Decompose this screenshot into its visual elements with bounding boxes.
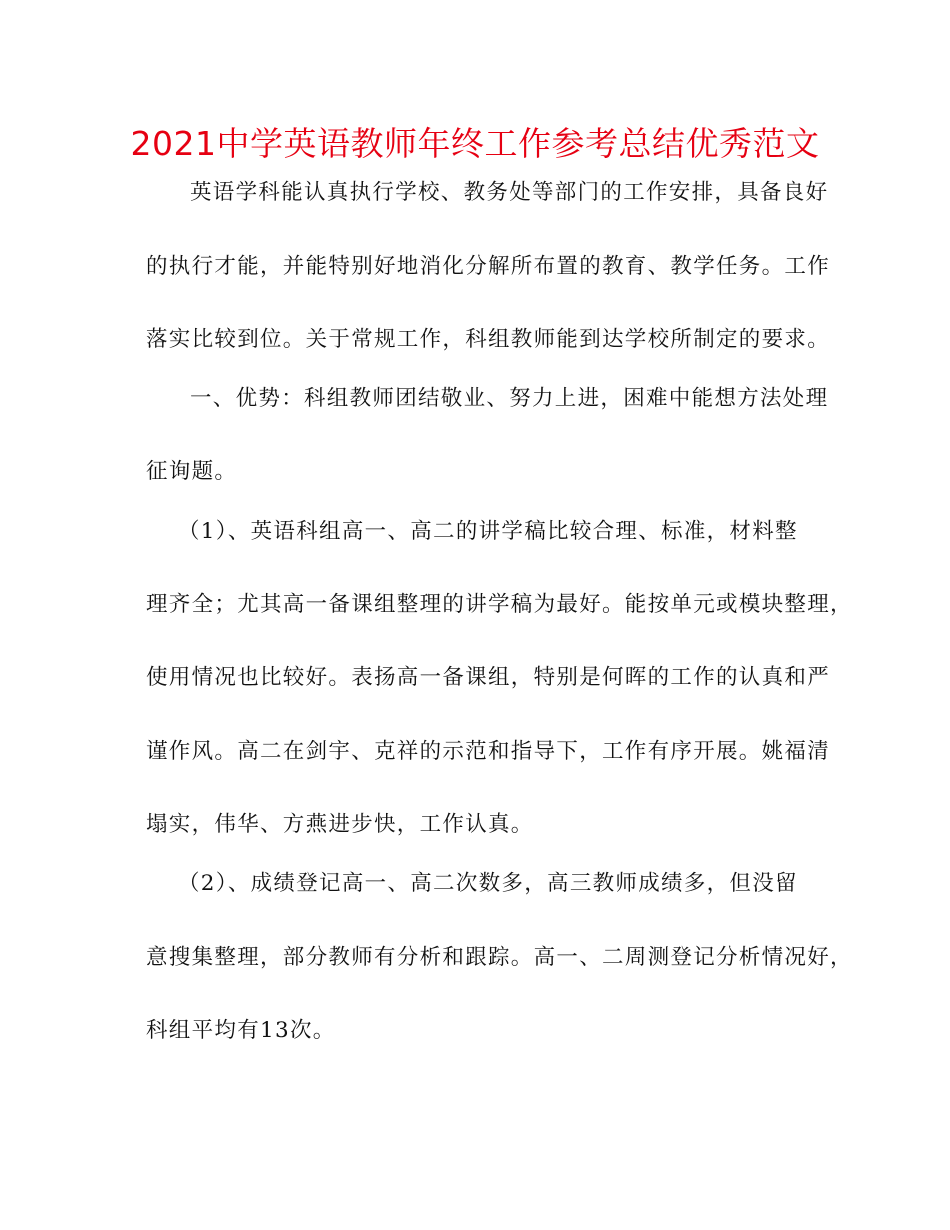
paragraph-line: 塌实，伟华、方燕进步快，工作认真。 (146, 812, 534, 837)
paragraph-line: 一、优势：科组教师团结敬业、努力上进，困难中能想方法处理 (190, 386, 829, 411)
paragraph-line: 英语学科能认真执行学校、教务处等部门的工作安排，具备良好 (190, 180, 829, 205)
paragraph-line: 使用情况也比较好。表扬高一备课组，特别是何晖的工作的认真和严 (146, 665, 831, 690)
paragraph-line: （1）、英语科组高一、高二的讲学稿比较合理、标准，材料整 (178, 519, 798, 544)
paragraph-line: 理齐全；尤其高一备课组整理的讲学稿为最好。能按单元或模块整理， (146, 592, 853, 617)
paragraph-line: （2）、成绩登记高一、高二次数多，高三教师成绩多，但没留 (178, 871, 798, 896)
paragraph-line: 征询题。 (146, 459, 238, 484)
paragraph-line: 落实比较到位。关于常规工作，科组教师能到达学校所制定的要求。 (146, 327, 831, 352)
paragraph-line: 谨作风。高二在剑宇、克祥的示范和指导下，工作有序开展。姚福清 (146, 739, 831, 764)
paragraph-line: 的执行才能，并能特别好地消化分解所布置的教育、教学任务。工作 (146, 254, 831, 279)
paragraph-line: 意搜集整理，部分教师有分析和跟踪。高一、二周测登记分析情况好， (146, 945, 853, 970)
paragraph-line: 科组平均有13次。 (146, 1018, 336, 1043)
document-title: 2021中学英语教师年终工作参考总结优秀范文 (130, 124, 820, 163)
